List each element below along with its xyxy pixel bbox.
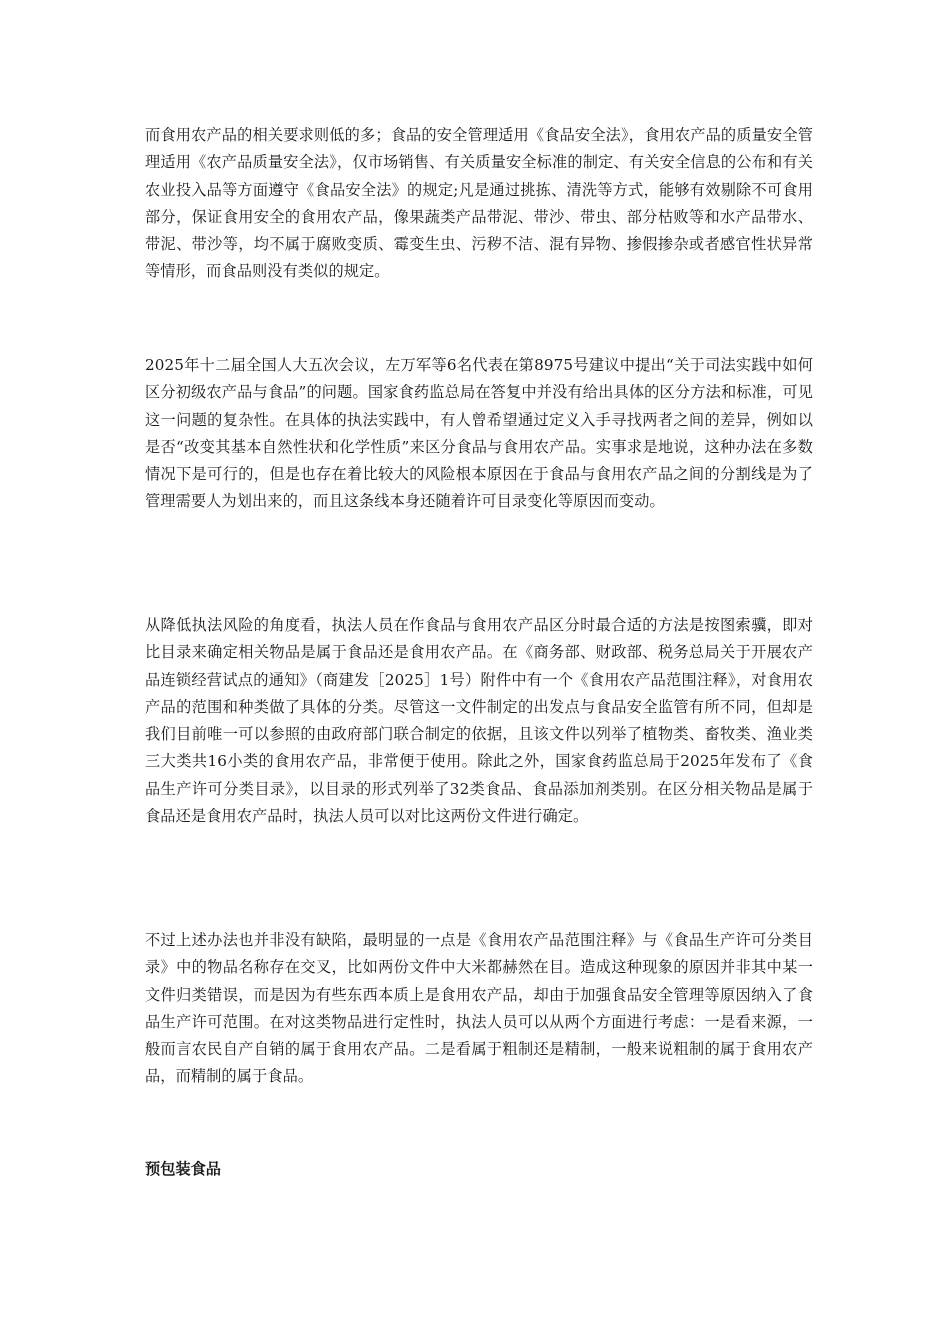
paragraph-2: 2025年十二届全国人大五次会议，左万军等6名代表在第8975号建议中提出“关于司法实践中如何区分初级农产品与食品”的问题。国家食药监总局在答复中并没有给出具体的区分方法和标准，可见这一问题的复杂性。在具体的执法实践中，有人曾希望通过定义入手寻找两者之间的差异，例如以是否“改变其基本自然性状和化学性质”来区分食品与食用农产品。实事求是地说，这种办法在多数情况下是可行的，但是也存在着比较大的风险根本原因在于食品与食用农产品之间的分割线是为了管理需要人为划出来的，而且这条线本身还随着许可目录变化等原因而变动。 [145, 356, 813, 511]
paragraph-3: 从降低执法风险的角度看，执法人员在作食品与食用农产品区分时最合适的方法是按图索骥，即对比目录来确定相关物品是属于食品还是食用农产品。在《商务部、财政部、税务总局关于开展农产品连锁经营试点的通知》（商建发［2025］1号）附件中有一个《食用农产品范围注释》，对食用农产品的范围和种类做了具体的分类。尽管这一文件制定的出发点与食品安全监管有所不同，但却是我们目前唯一可以参照的由政府部门联合制定的依据，且该文件以列举了植物类、畜牧类、渔业类三大类共16小类的食用农产品，非常便于使用。除此之外，国家食药监总局于2025年发布了《食品生产许可分类目录》，以目录的形式列举了32类食品、食品添加剂类别。在区分相关物品是属于食品还是食用农产品时，执法人员可以对比这两份文件进行确定。 [145, 616, 813, 826]
section-heading: 预包装食品 [145, 1160, 221, 1178]
paragraph-4: 不过上述办法也并非没有缺陷，最明显的一点是《食用农产品范围注释》与《食品生产许可分类目录》中的物品名称存在交叉，比如两份文件中大米都赫然在目。造成这种现象的原因并非其中某一文件归类错误，而是因为有些东西本质上是食用农产品，却由于加强食品安全管理等原因纳入了食品生产许可范围。在对这类物品进行定性时，执法人员可以从两个方面进行考虑：一是看来源，一般而言农民自产自销的属于食用农产品。二是看属于粗制还是精制，一般来说粗制的属于食用农产品，而精制的属于食品。 [145, 931, 813, 1086]
paragraph-1: 而食用农产品的相关要求则低的多；食品的安全管理适用《食品安全法》，食用农产品的质量安全管理适用《农产品质量安全法》，仅市场销售、有关质量安全标准的制定、有关安全信息的公布和有关农业投入品等方面遵守《食品安全法》的规定;凡是通过挑拣、清洗等方式，能够有效剔除不可食用部分，保证食用安全的食用农产品，像果蔬类产品带泥、带沙、带虫、部分枯败等和水产品带水、带泥、带沙等，均不属于腐败变质、霉变生虫、污秽不洁、混有异物、掺假掺杂或者感官性状异常等情形，而食品则没有类似的规定。 [145, 126, 813, 281]
